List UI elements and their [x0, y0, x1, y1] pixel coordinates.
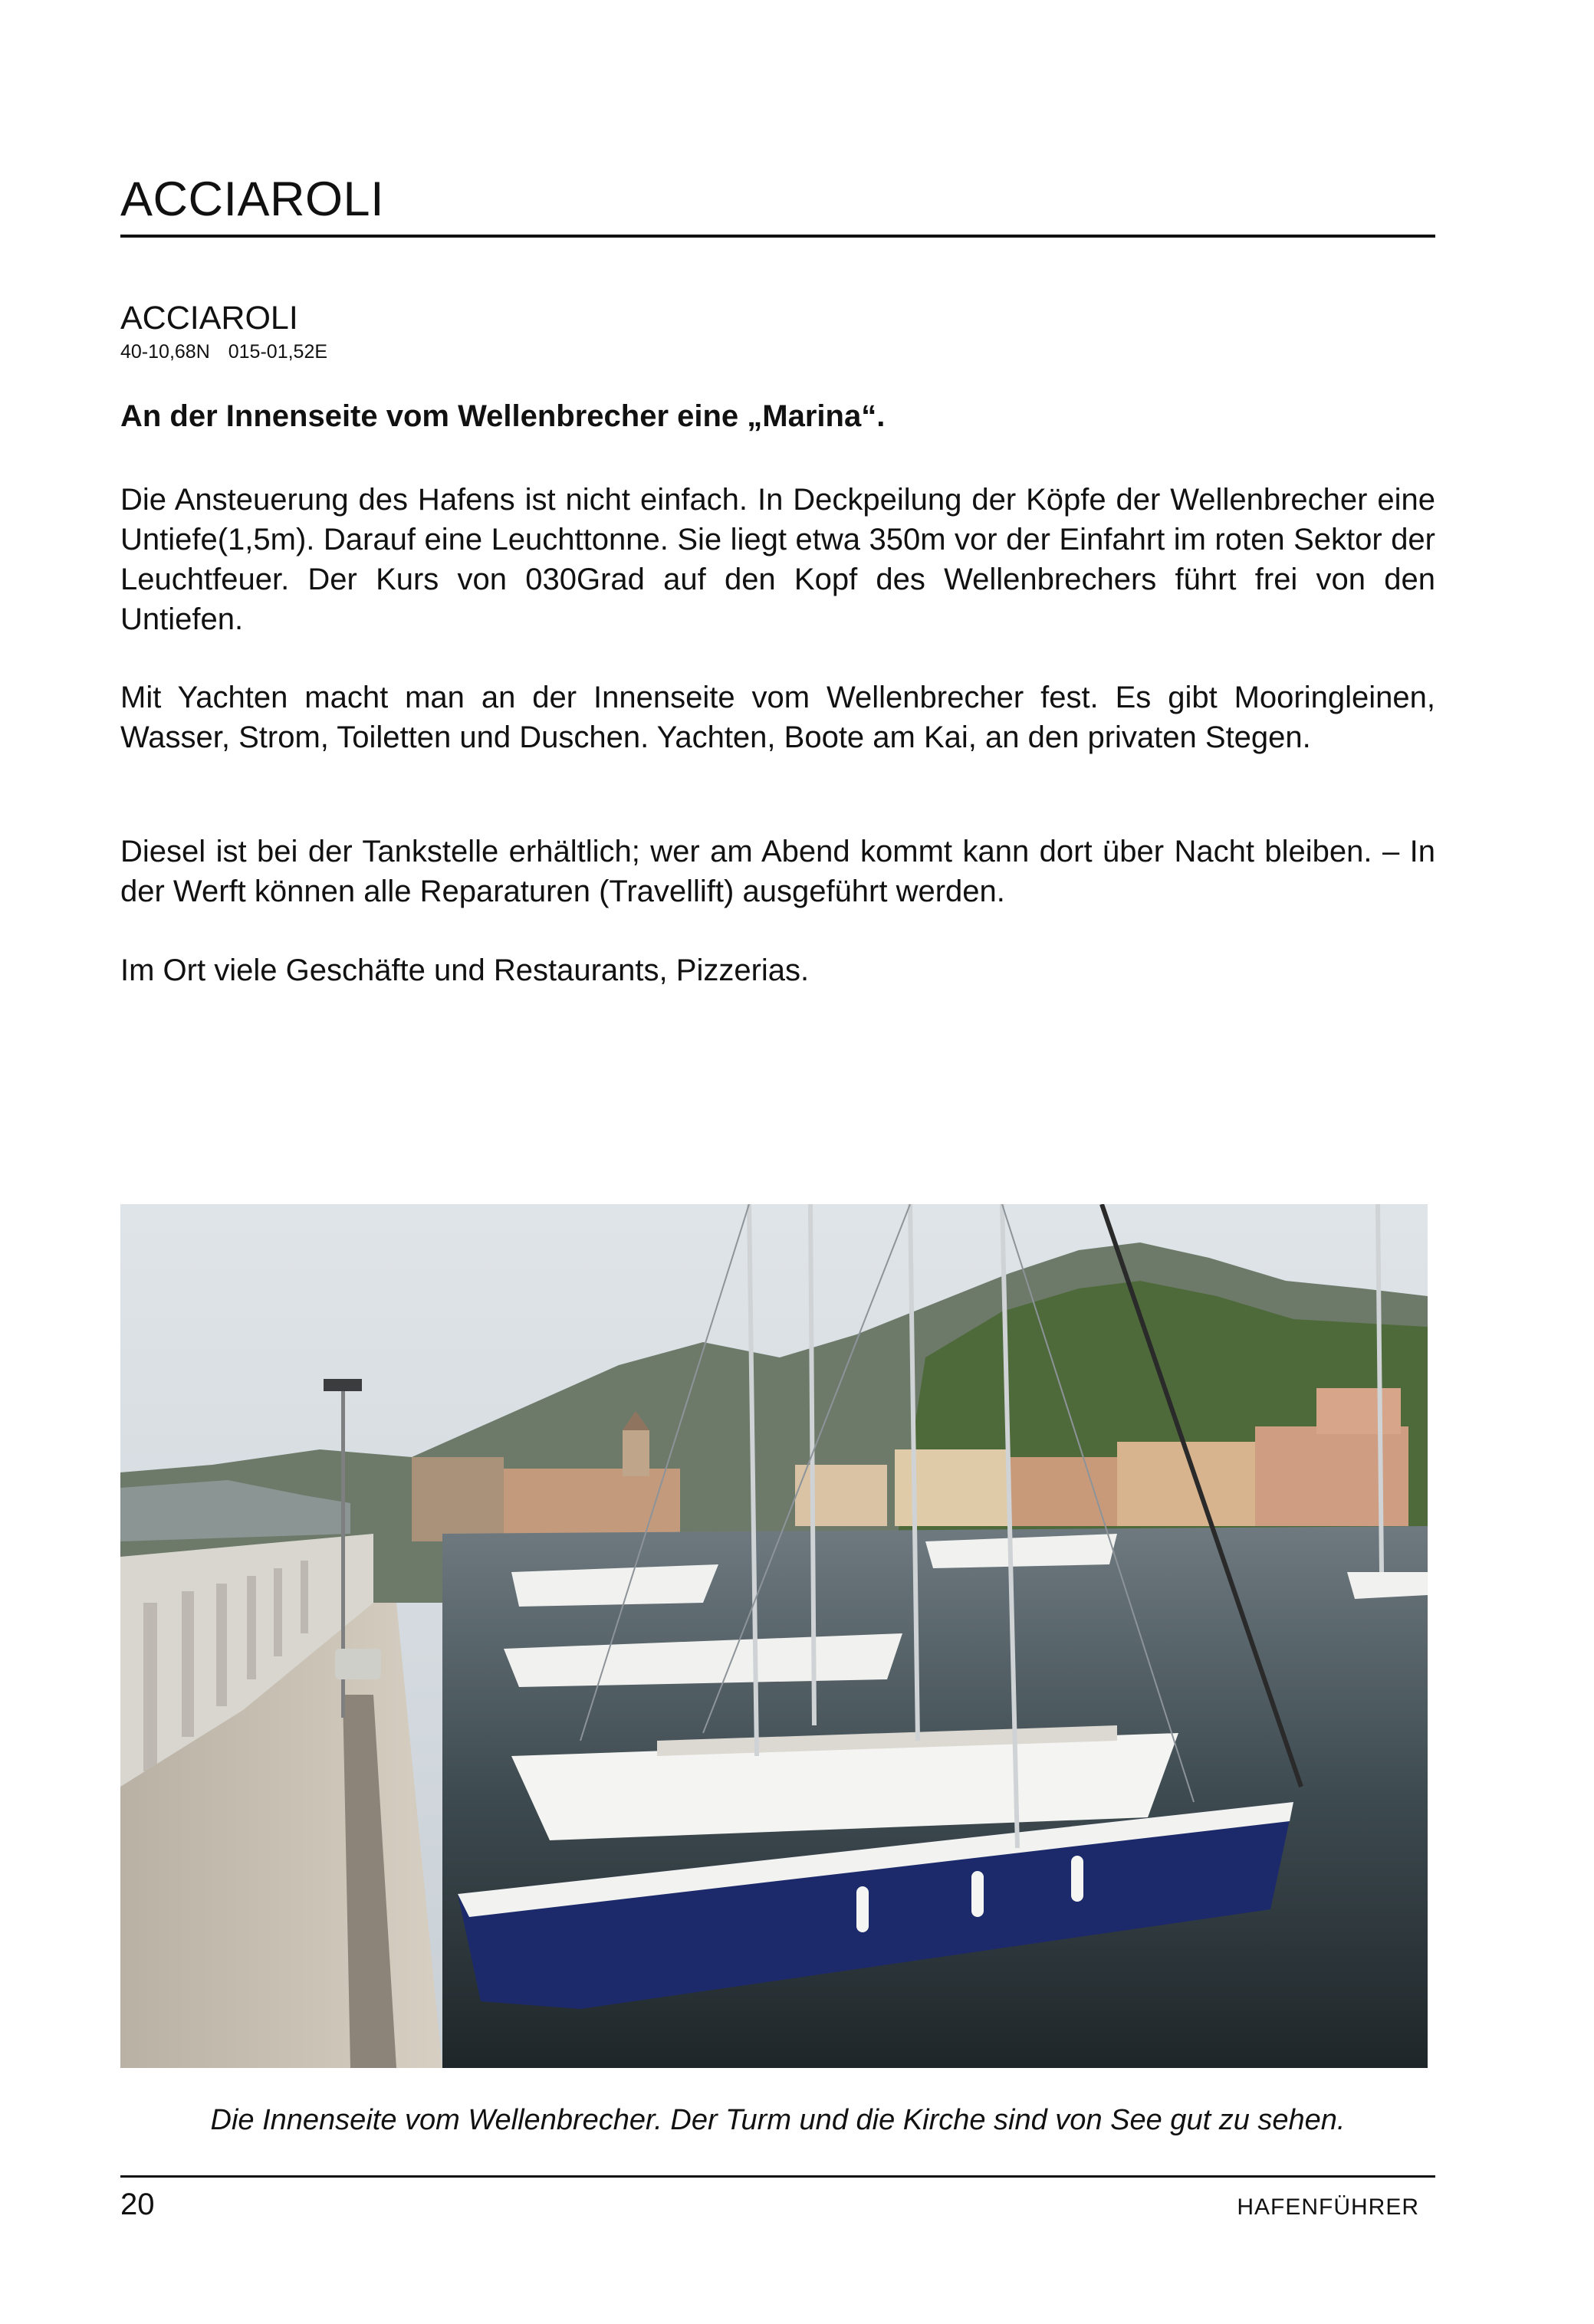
latitude: 40-10,68N — [120, 341, 210, 363]
lead-statement: An der Innenseite vom Wellenbrecher eine „Marina“. — [120, 399, 886, 433]
longitude: 015-01,52E — [228, 341, 328, 363]
paragraph-fuel-repairs: Diesel ist bei der Tankstelle erhältlich; wer am Abend kommt kann dort über Nacht bleiben. – In der Werft können alle Reparaturen (Travellift) ausgeführt werden. — [120, 835, 1435, 908]
title-rule — [120, 235, 1435, 238]
harbour-coordinates — [120, 340, 327, 363]
harbour-name: ACCIAROLI — [120, 300, 298, 336]
paragraph-approach: Die Ansteuerung des Hafens ist nicht einfach. In Deckpeilung der Köpfe der Wellenbrecher eine Untiefe(1,5m). Darauf eine Leuchttonne. Sie liegt etwa 350m vor der Einfahrt im roten Sektor der Leuchtfeuer. Der Kurs von 030Grad auf den Kopf des Wellenbrechers führt frei von den Untiefen. — [120, 483, 1435, 636]
photo-caption: Die Innenseite vom Wellenbrecher. Der Turm und die Kirche sind von See gut zu sehen. — [210, 2104, 1346, 2136]
parked-car — [335, 1649, 381, 1679]
harbour-photo — [120, 1204, 1428, 2068]
page-number: 20 — [120, 2188, 155, 2221]
footer-rule — [120, 2175, 1435, 2178]
floodlight — [324, 1379, 362, 1391]
paragraph-berthing: Mit Yachten macht man an der Innenseite vom Wellenbrecher fest. Es gibt Mooringleinen, Wasser, Strom, Toiletten und Duschen. Yachten, Boote am Kai, an den privaten Stegen. — [120, 681, 1435, 754]
paragraph-town: Im Ort viele Geschäfte und Restaurants, Pizzerias. — [120, 954, 810, 987]
running-footer: HAFENFÜHRER — [1237, 2194, 1419, 2220]
page-title: ACCIAROLI — [120, 172, 385, 226]
